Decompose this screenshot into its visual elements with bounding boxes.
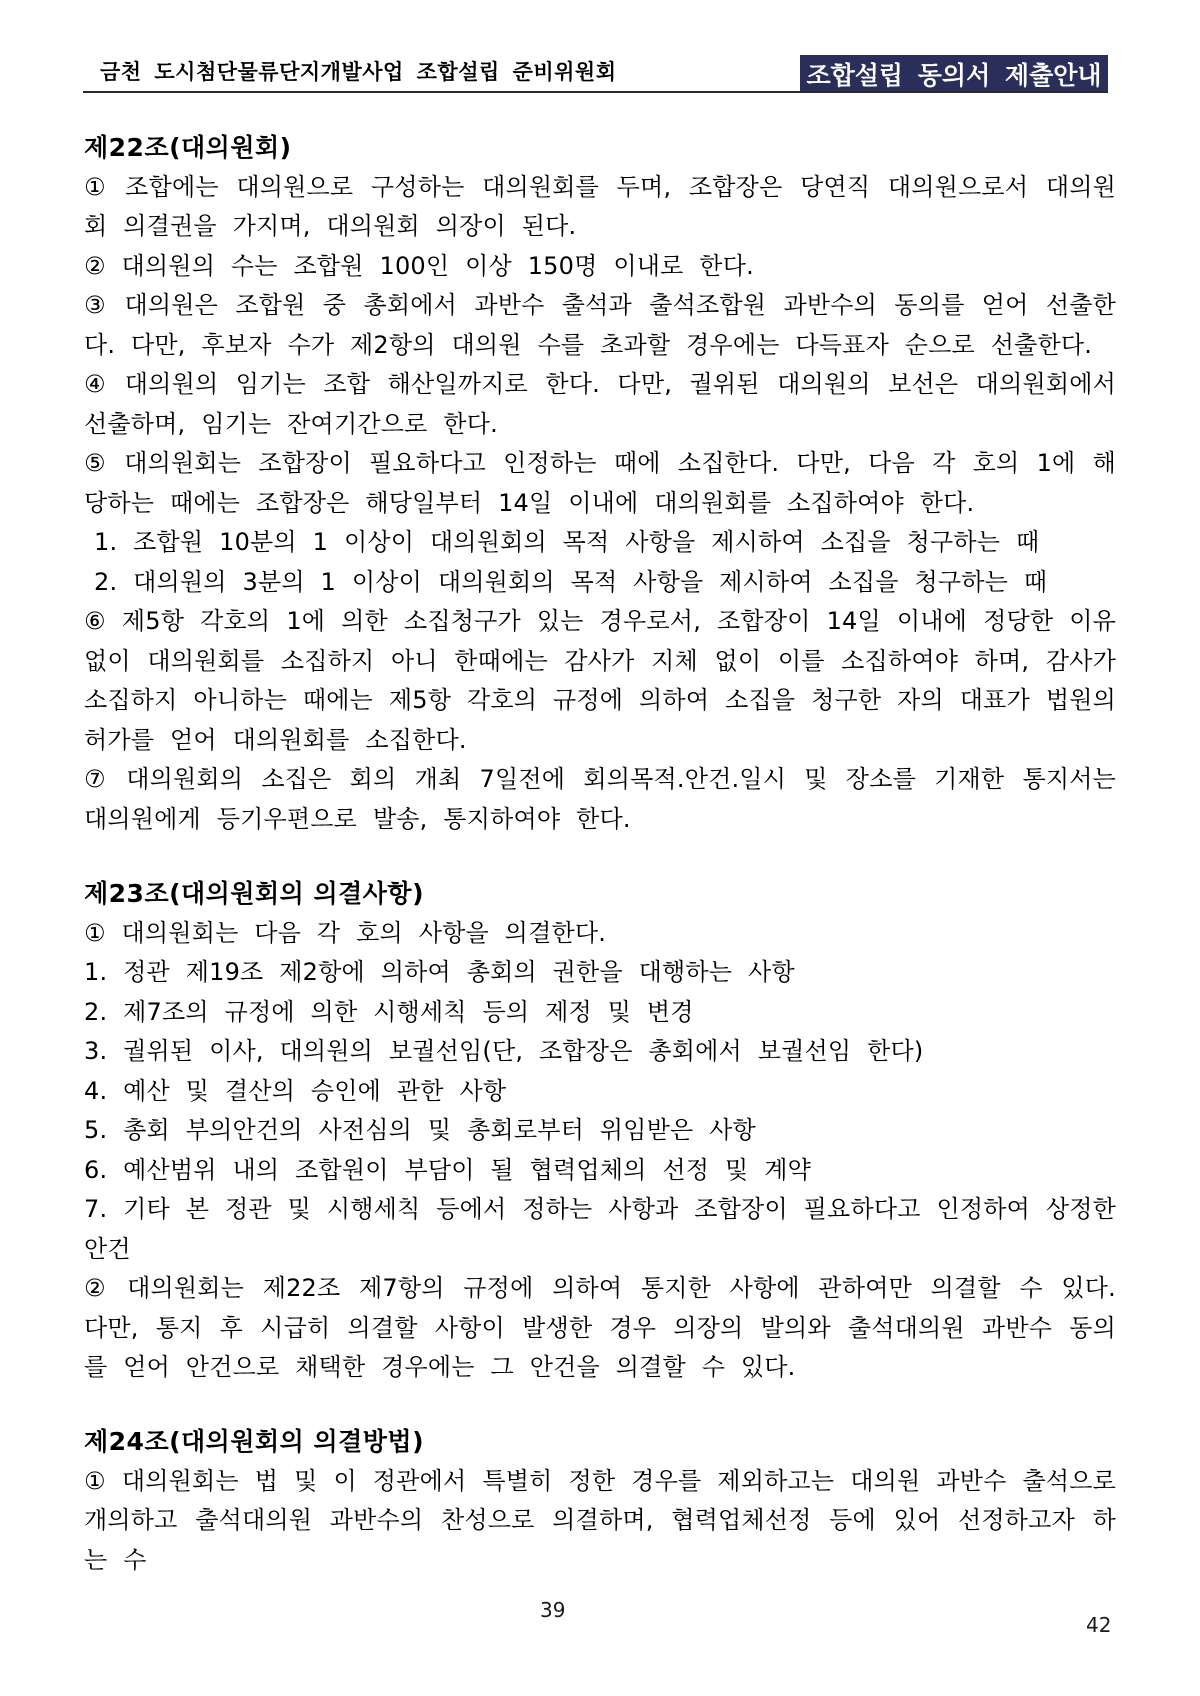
article-22-clause-1: ① 조합에는 대의원으로 구성하는 대의원회를 두며, 조합장은 당연직 대의원으로서 대의원회 의결권을 가지며, 대의원회 의장이 된다.: [84, 172, 1116, 240]
article-22-clause-7: ⑦ 대의원회의 소집은 회의 개최 7일전에 회의목적.안건.일시 및 장소를 기재한 통지서는 대의원에게 등기우편으로 발송, 통지하여야 한다.: [84, 765, 1116, 833]
header-divider: [83, 91, 1108, 93]
article-23-item-1: 1. 정관 제19조 제2항에 의하여 총회의 권한을 대행하는 사항: [84, 958, 795, 986]
page-number-center: 39: [540, 1598, 566, 1622]
page-number-right: 42: [1086, 1613, 1112, 1637]
article-23-clause-1: ① 대의원회는 다음 각 호의 사항을 의결한다.: [84, 918, 607, 947]
article-23-clause-2: ② 대의원회는 제22조 제7항의 규정에 의하여 통지한 사항에 관하여만 의결할 수 있다. 다만, 통지 후 시급히 의결할 사항이 발생한 경우 의장의 발의와 출석대의원 과반수 동의를 얻어 안건으로 채택한 경우에는 그 안건을 의결할 수 있다.: [84, 1274, 1116, 1381]
article-23-item-4: 4. 예산 및 결산의 승인에 관한 사항: [84, 1076, 507, 1105]
article-23-item-6: 6. 예산범위 내의 조합원이 부담이 될 협력업체의 선정 및 계약: [84, 1155, 811, 1184]
article-23-item-5: 5. 총회 부의안건의 사전심의 및 총회로부터 위임받은 사항: [84, 1116, 756, 1144]
article-22-clause-6: ⑥ 제5항 각호의 1에 의한 소집청구가 있는 경우로서, 조합장이 14일 이내에 정당한 이유없이 대의원회를 소집하지 아니 한때에는 감사가 지체 없이 이를 소집하여야 하며, 감사가 소집하지 아니하는 때에는 제5항 각호의 규정에 의하여 소집을 청구한 자의 대표가 법원의 허가를 얻어 대의원회를 소집한다.: [84, 607, 1116, 754]
article-23-heading: 제23조(대의원회의 의결사항): [84, 879, 424, 908]
article-24-clause-1: ① 대의원회는 법 및 이 정관에서 특별히 정한 경우를 제외하고는 대의원 과반수 출석으로 개의하고 출석대의원 과반수의 찬성으로 의결하며, 협력업체선정 등에 있어 선정하고자 하는 수: [84, 1466, 1116, 1574]
article-23-item-3: 3. 궐위된 이사, 대의원의 보궐선임(단, 조합장은 총회에서 보궐선임 한다): [84, 1037, 924, 1065]
article-22-clause-4: ④ 대의원의 임기는 조합 해산일까지로 한다. 다만, 궐위된 대의원의 보선은 대의원회에서 선출하며, 임기는 잔여기간으로 한다.: [84, 370, 1116, 438]
article-22-clause-2: ② 대의원의 수는 조합원 100인 이상 150명 이내로 한다.: [84, 251, 754, 280]
section-article-22: [84, 128, 1116, 839]
article-22-clause-5-item-1: 1. 조합원 10분의 1 이상이 대의원회의 목적 사항을 제시하여 소집을 청구하는 때: [94, 528, 1040, 556]
article-24-heading: 제24조(대의원회의 의결방법): [84, 1427, 424, 1456]
header-right-badge: 조합설립 동의서 제출안내: [800, 55, 1108, 93]
article-22-clause-5: ⑤ 대의원회는 조합장이 필요하다고 인정하는 때에 소집한다. 다만, 다음 각 호의 1에 해당하는 때에는 조합장은 해당일부터 14일 이내에 대의원회를 소집하여야 한다.: [84, 449, 1116, 517]
article-22-clause-5-item-2: 2. 대의원의 3분의 1 이상이 대의원회의 목적 사항을 제시하여 소집을 청구하는 때: [94, 567, 1048, 596]
header-left-title: 금천 도시첨단물류단지개발사업 조합설립 준비위원회: [100, 60, 617, 84]
article-23-item-7: 7. 기타 본 정관 및 시행세칙 등에서 정하는 사항과 조합장이 필요하다고 인정하여 상정한 안건: [84, 1195, 1116, 1263]
article-23-item-2: 2. 제7조의 규정에 의한 시행세칙 등의 제정 및 변경: [84, 997, 694, 1026]
section-article-23: [84, 874, 1116, 1388]
section-article-24: [84, 1422, 1116, 1580]
article-22-clause-3: ③ 대의원은 조합원 중 총회에서 과반수 출석과 출석조합원 과반수의 동의를 얻어 선출한다. 다만, 후보자 수가 제2항의 대의원 수를 초과할 경우에는 다득표자 순으로 선출한다.: [84, 291, 1116, 359]
article-22-heading: 제22조(대의원회): [84, 133, 292, 162]
